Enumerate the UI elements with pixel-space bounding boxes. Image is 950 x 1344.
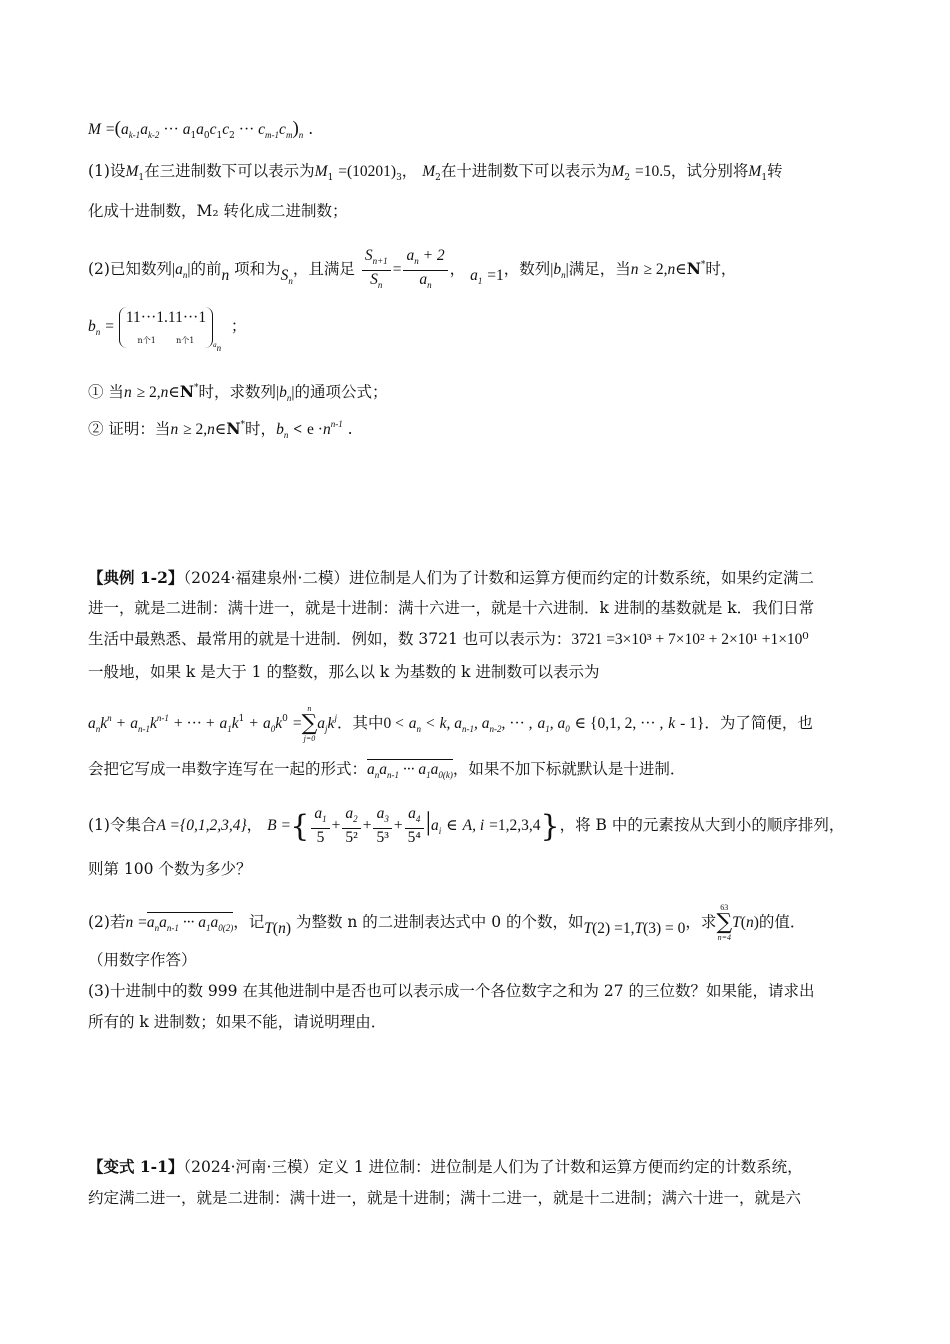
variant-1-1-line-2: 约定满二进一，就是二进制：满十进一，就是十进制；满十二进一，就是十二进制；满六十进一，就是六 (88, 1189, 802, 1207)
example-1-2-line-2: 进一，就是二进制：满十进一，就是十进制：满十六进一，就是十六进制．k 进制的基数就是 k．我们日常 (88, 599, 815, 617)
example-question-1: (1)令集合A ={0,1,2,3,4}， B ={ $\frac{a_1}{5}$ + $\frac{a_2}{\text{5²}}$ + $\frac{a_3}{\text{5³}}$ + $\frac{a_4}{\text{5⁴}}$ $|a_i$ ∈ A, i =1,2,3,4}，将 B 中的元素按从大到小的顺序排列， (88, 805, 845, 846)
variant-tag: 【变式 1-1】 (88, 1157, 184, 1176)
bn-definition: $b_n = 11\cdot\cdot\cdot 1.11\cdot\cdot\cdot 1$ n个1 n个$1_{a_n}$ ； (88, 308, 247, 353)
question-2-part-1: ① 当n ≥ 2,n∈N*时，求数列$|b_n|$的通项公式； (88, 382, 388, 403)
question-2-part-2: ② 证明：当n ≥ 2,n∈N*时，$b_n < e \cdot n^{n-1}$ . (88, 419, 353, 440)
example-tag: 【典例 1-2】 (88, 568, 184, 587)
question-1-line-1: (1)设$M_1$在三进制数下可以表示为$M_1 =(10201)_3$， $M_2$在十进制数下可以表示为$M_2 =10.5$，试分别将$M_1$转 (88, 162, 783, 183)
example-1-2-line-1: 【典例 1-2】（2024·福建泉州·二模）进位制是人们为了计数和运算方便而约定的计数系统，如果约定满二 (88, 568, 814, 587)
example-1-2-line-5: $a_nk^n + a_{n-1}k^{n-1}$ + ··· + $a_1k^1 + a_0k^0$ = n ∑ j=0 $a_jk^j$．其中$0 < a_n < k$, $a_{n-1}$, $a_{n-2}$, ··· , $a_1$, $a_0$ ∈ {0,1, 2, ··· , k - 1}．为了简便，也 (88, 704, 813, 743)
example-1-2-line-3: 生活中最熟悉、最常用的就是十进制．例如，数 3721 也可以表示为：3721 =3×10³ + 7×10² + 2×10¹ +1×10⁰ (88, 630, 809, 648)
example-1-2-line-4: 一般地，如果 k 是大于 1 的整数，那么以 k 为基数的 k 进制数可以表示为 (88, 663, 600, 681)
example-question-3-line-2: 所有的 k 进制数；如果不能，请说明理由． (88, 1013, 387, 1031)
example-question-2-note: （用数字作答） (88, 951, 197, 969)
definition-formula: $M =(a_{k-1}a_{k-2}$ ··· $a_1a_0c_1c_2$ ··· $c_{m-1}c_m)_n$ . (88, 118, 314, 141)
example-question-2: (2)若$n =a_na_{n-1}$ ··· $a_1a_{0(2)}$，记T(n) 为整数 n 的二进制表达式中 0 的个数，如T(2) =1,T(3) = 0，求 63 ∑ n=4 T(n)的值． (88, 903, 806, 942)
example-question-1-line-2: 则第 100 个数为多少？ (88, 860, 252, 878)
question-1-line-2: 化成十进制数，M₂ 转化成二进制数； (88, 202, 348, 220)
example-question-3-line-1: (3)十进制中的数 999 在其他进制中是否也可以表示成一个各位数字之和为 27 的三位数？如果能，请求出 (88, 982, 815, 1000)
formula-source-text: M (0, 0, 1, 1)
question-2-line-1: (2)已知数列$|a_n|$的前n 项和为$S_n$，且满足 $\frac{S_{n+1}}{S_n}$ = $\frac{a_n + 2}{a_n}$ ， $a_1 =1$，数列$|b_n|$满足，当n ≥ 2,n∈N*时， (88, 246, 737, 290)
variant-1-1-line-1: 【变式 1-1】（2024·河南·三模）定义 1 进位制：进位制是人们为了计数和运算方便而约定的计数系统， (88, 1157, 803, 1176)
example-1-2-line-6: 会把它写成一串数字连写在一起的形式：$a_na_{n-1}$ ··· $a_1a_{0(k)}$，如果不加下标就默认是十进制． (88, 760, 686, 780)
